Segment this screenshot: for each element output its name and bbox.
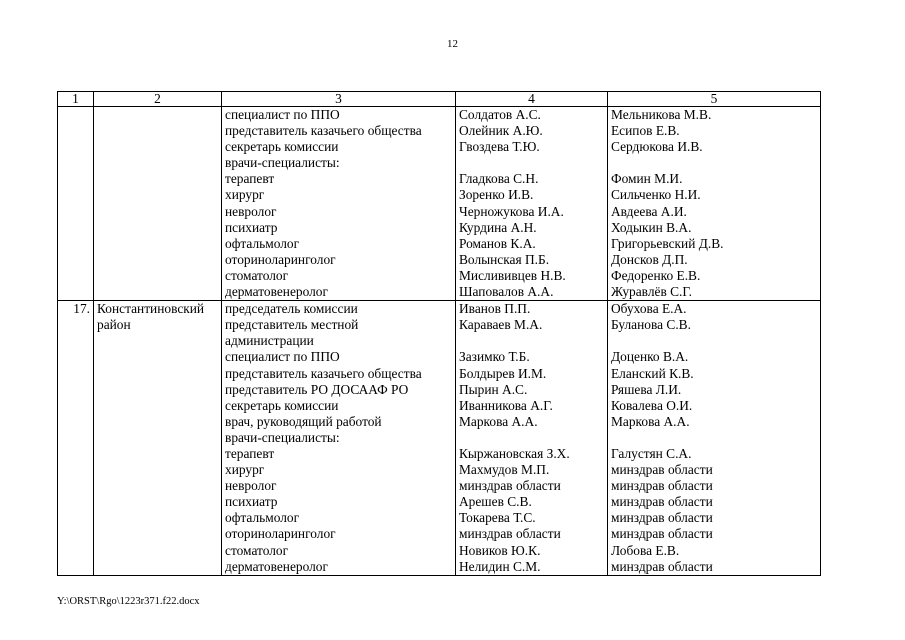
main-member-name: Пырин А.С. bbox=[459, 381, 528, 397]
main-member-name: Солдатов А.С. bbox=[459, 107, 541, 122]
position-line: невролог bbox=[225, 478, 277, 494]
main-member-name bbox=[459, 430, 604, 446]
table-row bbox=[58, 301, 821, 576]
main-member-name bbox=[459, 155, 604, 171]
main-member-name: минздрав области bbox=[459, 478, 561, 494]
position-line: секретарь комиссии bbox=[225, 397, 339, 413]
page-number: 12 bbox=[447, 38, 458, 50]
table-body bbox=[58, 107, 821, 576]
position-line: психиатр bbox=[225, 494, 278, 510]
row-number bbox=[58, 107, 94, 301]
main-member-name: Гладкова С.Н. bbox=[459, 171, 539, 187]
commission-table bbox=[57, 91, 821, 576]
position-line: представитель казачьего общества bbox=[225, 123, 422, 139]
main-member-name bbox=[459, 333, 604, 349]
reserve-member-name: Сильченко Н.И. bbox=[611, 187, 701, 203]
district-line: район bbox=[97, 317, 131, 333]
position-line: терапевт bbox=[225, 171, 275, 187]
main-member-name: Романов К.А. bbox=[459, 235, 536, 251]
main-member-name: Курдина А.Н. bbox=[459, 219, 537, 235]
header-cell-4: 4 bbox=[456, 92, 608, 107]
position-line: представитель местной bbox=[225, 317, 359, 333]
position-line: хирург bbox=[225, 187, 265, 203]
main-member-name: Гвоздева Т.Ю. bbox=[459, 139, 540, 155]
position-line: стоматолог bbox=[225, 542, 289, 558]
reserve-member-name bbox=[611, 155, 817, 171]
reserve-member-name bbox=[611, 430, 817, 446]
position-line: представитель казачьего общества bbox=[225, 365, 422, 381]
main-member-name: Зоренко И.В. bbox=[459, 187, 534, 203]
reserve-member-name: Буланова С.В. bbox=[611, 317, 691, 333]
position-line: невролог bbox=[225, 203, 277, 219]
main-member-cell bbox=[456, 107, 608, 301]
position-line: специалист по ППО bbox=[225, 349, 340, 365]
position-line: терапевт bbox=[225, 445, 275, 461]
row-number: 17. bbox=[58, 301, 94, 576]
main-member-cell bbox=[456, 301, 608, 576]
reserve-member-name: минздрав области bbox=[611, 462, 713, 478]
main-member-name: Шаповалов А.А. bbox=[459, 284, 554, 300]
reserve-member-name: Маркова А.А. bbox=[611, 413, 690, 429]
position-line: врачи-специалисты: bbox=[225, 155, 340, 171]
main-member-name: минздрав области bbox=[459, 526, 561, 542]
position-cell bbox=[222, 107, 456, 301]
position-line: офтальмолог bbox=[225, 235, 300, 251]
header-cell-3: 3 bbox=[222, 92, 456, 107]
reserve-member-name: Есипов Е.В. bbox=[611, 123, 680, 139]
reserve-member-name bbox=[611, 333, 817, 349]
reserve-member-name: Федоренко Е.В. bbox=[611, 267, 701, 283]
reserve-member-name: Авдеева А.И. bbox=[611, 203, 687, 219]
position-line: оториноларинголог bbox=[225, 526, 336, 542]
header-cell-5: 5 bbox=[608, 92, 821, 107]
reserve-member-name: Ряшева Л.И. bbox=[611, 381, 682, 397]
main-member-name: Черножукова И.А. bbox=[459, 203, 564, 219]
position-line: дерматовенеролог bbox=[225, 558, 328, 574]
position-line: секретарь комиссии bbox=[225, 139, 339, 155]
main-member-name: Зазимко Т.Б. bbox=[459, 349, 530, 365]
district-name bbox=[94, 107, 222, 301]
reserve-member-cell bbox=[608, 107, 821, 301]
reserve-member-name: Фомин М.И. bbox=[611, 171, 683, 187]
position-line: врач, руководящий работой bbox=[225, 413, 382, 429]
main-member-name: Мислививцев Н.В. bbox=[459, 267, 566, 283]
reserve-member-name: минздрав области bbox=[611, 494, 713, 510]
reserve-member-name: Галустян С.А. bbox=[611, 445, 692, 461]
main-member-name: Токарева Т.С. bbox=[459, 510, 536, 526]
position-line: стоматолог bbox=[225, 267, 289, 283]
header-row bbox=[58, 92, 821, 107]
main-member-name: Болдырев И.М. bbox=[459, 365, 547, 381]
district-line: Константиновский bbox=[97, 301, 205, 317]
reserve-member-name: Донсков Д.П. bbox=[611, 251, 688, 267]
reserve-member-name: Ковалева О.И. bbox=[611, 397, 693, 413]
main-member-name: Новиков Ю.К. bbox=[459, 542, 541, 558]
reserve-member-name: Доценко В.А. bbox=[611, 349, 689, 365]
position-line: врачи-специалисты: bbox=[225, 429, 340, 445]
reserve-member-name: минздрав области bbox=[611, 526, 713, 542]
header-cell-2: 2 bbox=[94, 92, 222, 107]
header-cell-1: 1 bbox=[58, 92, 94, 107]
reserve-member-name: Ходыкин В.А. bbox=[611, 219, 692, 235]
district-line bbox=[97, 107, 218, 123]
position-line: хирург bbox=[225, 462, 265, 478]
reserve-member-name: минздрав области bbox=[611, 478, 713, 494]
main-member-name: Нелидин С.М. bbox=[459, 558, 541, 574]
main-member-name: Кыржановская З.Х. bbox=[459, 445, 570, 461]
main-member-name: Махмудов М.П. bbox=[459, 462, 550, 478]
position-cell bbox=[222, 301, 456, 576]
position-line: администрации bbox=[225, 333, 314, 349]
reserve-member-name: Сердюкова И.В. bbox=[611, 139, 703, 155]
table-row bbox=[58, 107, 821, 301]
reserve-member-name: Григорьевский Д.В. bbox=[611, 235, 724, 251]
main-member-name: Иванникова А.Г. bbox=[459, 397, 553, 413]
main-member-name: Караваев М.А. bbox=[459, 317, 543, 333]
position-line: психиатр bbox=[225, 219, 278, 235]
file-path-footer: Y:\ORST\Rgo\1223r371.f22.docx bbox=[57, 596, 200, 607]
reserve-member-name: минздрав области bbox=[611, 558, 713, 574]
reserve-member-name: минздрав области bbox=[611, 510, 713, 526]
main-member-name: Маркова А.А. bbox=[459, 413, 538, 429]
reserve-member-name: Еланский К.В. bbox=[611, 365, 694, 381]
main-member-name: Иванов П.П. bbox=[459, 301, 531, 317]
position-line: представитель РО ДОСААФ РО bbox=[225, 381, 409, 397]
position-line: дерматовенеролог bbox=[225, 284, 328, 300]
reserve-member-name: Обухова Е.А. bbox=[611, 301, 687, 317]
position-line: офтальмолог bbox=[225, 510, 300, 526]
position-line: оториноларинголог bbox=[225, 251, 336, 267]
district-name bbox=[94, 301, 222, 576]
position-line: специалист по ППО bbox=[225, 107, 340, 122]
reserve-member-name: Мельникова М.В. bbox=[611, 107, 712, 122]
main-member-name: Арешев С.В. bbox=[459, 494, 532, 510]
reserve-member-name: Журавлёв С.Г. bbox=[611, 284, 692, 300]
reserve-member-name: Лобова Е.В. bbox=[611, 542, 680, 558]
reserve-member-cell bbox=[608, 301, 821, 576]
main-member-name: Олейник А.Ю. bbox=[459, 123, 543, 139]
main-member-name: Волынская П.Б. bbox=[459, 251, 550, 267]
position-line: председатель комиссии bbox=[225, 301, 358, 317]
